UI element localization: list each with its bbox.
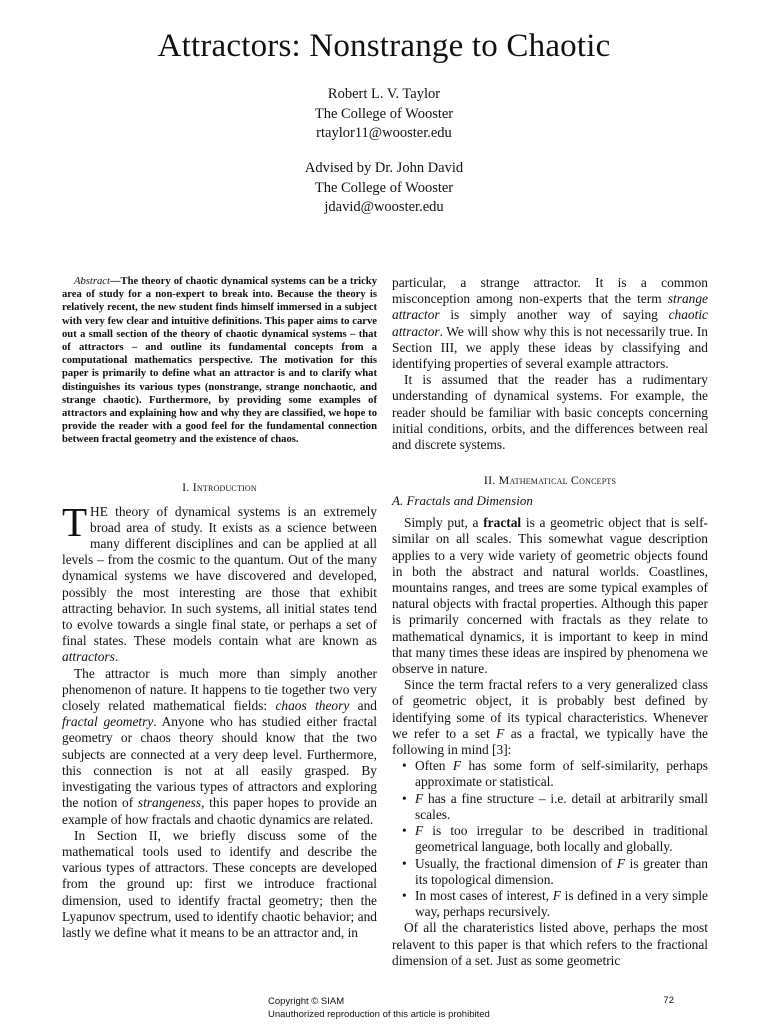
- fractal-characteristics-list: [392, 758, 708, 920]
- intro-paragraph-1: THE theory of dynamical systems is an extremely broad area of study. It exists as a science between many different disciplines and can be applied at all levels – from the cosmic to the quantum. Out of the many dynamical systems we have discovered and developed, possibly the most interesting are those that exhibit attracting behavior. In such systems, all initial states tend to evolve towards a single final state, or perhaps a set of final states. These models contain what are known as attractors.: [62, 498, 377, 665]
- author-email: rtaylor11@wooster.edu: [316, 125, 452, 141]
- author-name: Robert L. V. Taylor: [327, 86, 441, 102]
- list-item: • In most cases of interest, F is defined in a very simple way, perhaps recursively.: [402, 888, 708, 920]
- section-heading-introduction: I. Introduction: [182, 479, 257, 494]
- reproduction-notice: Unauthorized reproduction of this article is prohibited: [268, 1009, 490, 1020]
- intro-paragraph-4: It is assumed that the reader has a rudimentary understanding of dynamical systems. For example, the reader should be familiar with basic concepts concerning initial conditions, orbits, and the differences between real and discrete systems.: [392, 372, 708, 453]
- list-item: • Usually, the fractional dimension of F is greater than its topological dimension.: [402, 856, 708, 888]
- page-number: 72: [663, 995, 674, 1006]
- abstract: [62, 275, 377, 447]
- intro-paragraph-2: The attractor is much more than simply another phenomenon of nature. It happens to tie together two very closely related mathematical fields: chaos theory and fractal geometry. Anyone who has studied either fractal geometry or chaos theory should know that the two subjects are connected at a very deep level. Furthermore, this connection is not at all easily grasped. By investigating the various types of attractors and exploring the notion of strangeness, this paper hopes to provide an example of how fractals and chaotic dynamics are related.: [62, 665, 378, 827]
- drop-cap: T: [62, 498, 88, 545]
- author-block: [0, 85, 768, 144]
- author-affiliation: The College of Wooster: [314, 105, 454, 122]
- intro-paragraph-3-continued: particular, a strange attractor. It is a common misconception among non-experts that the term strange attractor is simply another way of saying chaotic attractor. We will show why this is not necessarily true. In Section III, we apply these ideas by classifying and identifying properties of several example attractors.: [392, 275, 708, 372]
- subsection-heading-fractals: A. Fractals and Dimension: [392, 493, 533, 509]
- list-item: • F has a fine structure – i.e. detail at arbitrarily small scales.: [402, 791, 708, 823]
- fractals-paragraph-2: Since the term fractal refers to a very generalized class of geometric object, it is probably best defined by identifying some of its typical characteristics. Whenever we refer to a set F as a fractal, we typically have the following in mind [3]:: [392, 677, 708, 758]
- footer-notice: [268, 995, 490, 1021]
- advisor-email: jdavid@wooster.edu: [324, 199, 444, 215]
- fractals-paragraph-1: Simply put, a fractal is a geometric object that is self-similar on all scales. This somewhat vague description applies to a very wide variety of geometric objects found in both the abstract and natural worlds. Coastlines, mountains ranges, and trees are some typical examples of natural objects with fractal properties. Although this paper is primarily concerned with fractals as they relate to mathematical dynamics, it is important to keep in mind that many times these ideas are inspired by phenomena we observe in nature.: [392, 515, 709, 677]
- advisor-affiliation: The College of Wooster: [314, 179, 454, 196]
- section-heading-mathematical-concepts: II. Mathematical Concepts: [483, 473, 617, 488]
- abstract-dash: —: [109, 276, 121, 287]
- list-item: • F is too irregular to be described in traditional geometrical language, both locally and globally.: [402, 823, 708, 855]
- intro-paragraph-3: In Section II, we briefly discuss some of the mathematical tools used to identify and describe the various types of attractors. These concepts are developed from the ground up: first we introduce fractional dimension, used to identify fractal geometry; then the Lyapunov spectrum, used to identify chaotic behavior; and lastly we define what it means to be an attractor and, in: [62, 827, 377, 940]
- fractals-paragraph-3: Of all the charateristics listed above, perhaps the most relavent to this paper is that which refers to the fractional dimension of a set. Just as some geometric: [392, 920, 708, 968]
- paper-title: Attractors: Nonstrange to Chaotic: [157, 28, 611, 64]
- abstract-text: The theory of chaotic dynamical systems can be a tricky area of study for a non-expert to break into. Because the theory is relatively recent, the new student finds himself immersed in a subject with very few clear and intuitive definitions. This paper aims to carve out a small section of the theory of chaotic dynamical systems – that of attractors – and outline its fundamental concepts from a computational mathematics perspective. The motivation for this paper is primarily to define what an attractor is and to clarify what distinguishes its various types (nonstrange, strange nonchaotic, and strange chaotic). Furthermore, by providing some examples of attractors and explaining how and why they are classified, we hope to provide the reader with a good feel for the fundamental connection between fractal geometry and the existence of chaos.: [62, 276, 377, 446]
- right-column: [392, 275, 708, 969]
- left-column: [62, 275, 377, 941]
- abstract-label: Abstract: [74, 276, 110, 287]
- advisor-line: Advised by Dr. John David: [304, 160, 464, 176]
- list-item: • Often F has some form of self-similarity, perhaps approximate or statistical.: [402, 758, 708, 790]
- advisor-block: [0, 159, 768, 218]
- copyright-text: Copyright © SIAM: [268, 996, 345, 1007]
